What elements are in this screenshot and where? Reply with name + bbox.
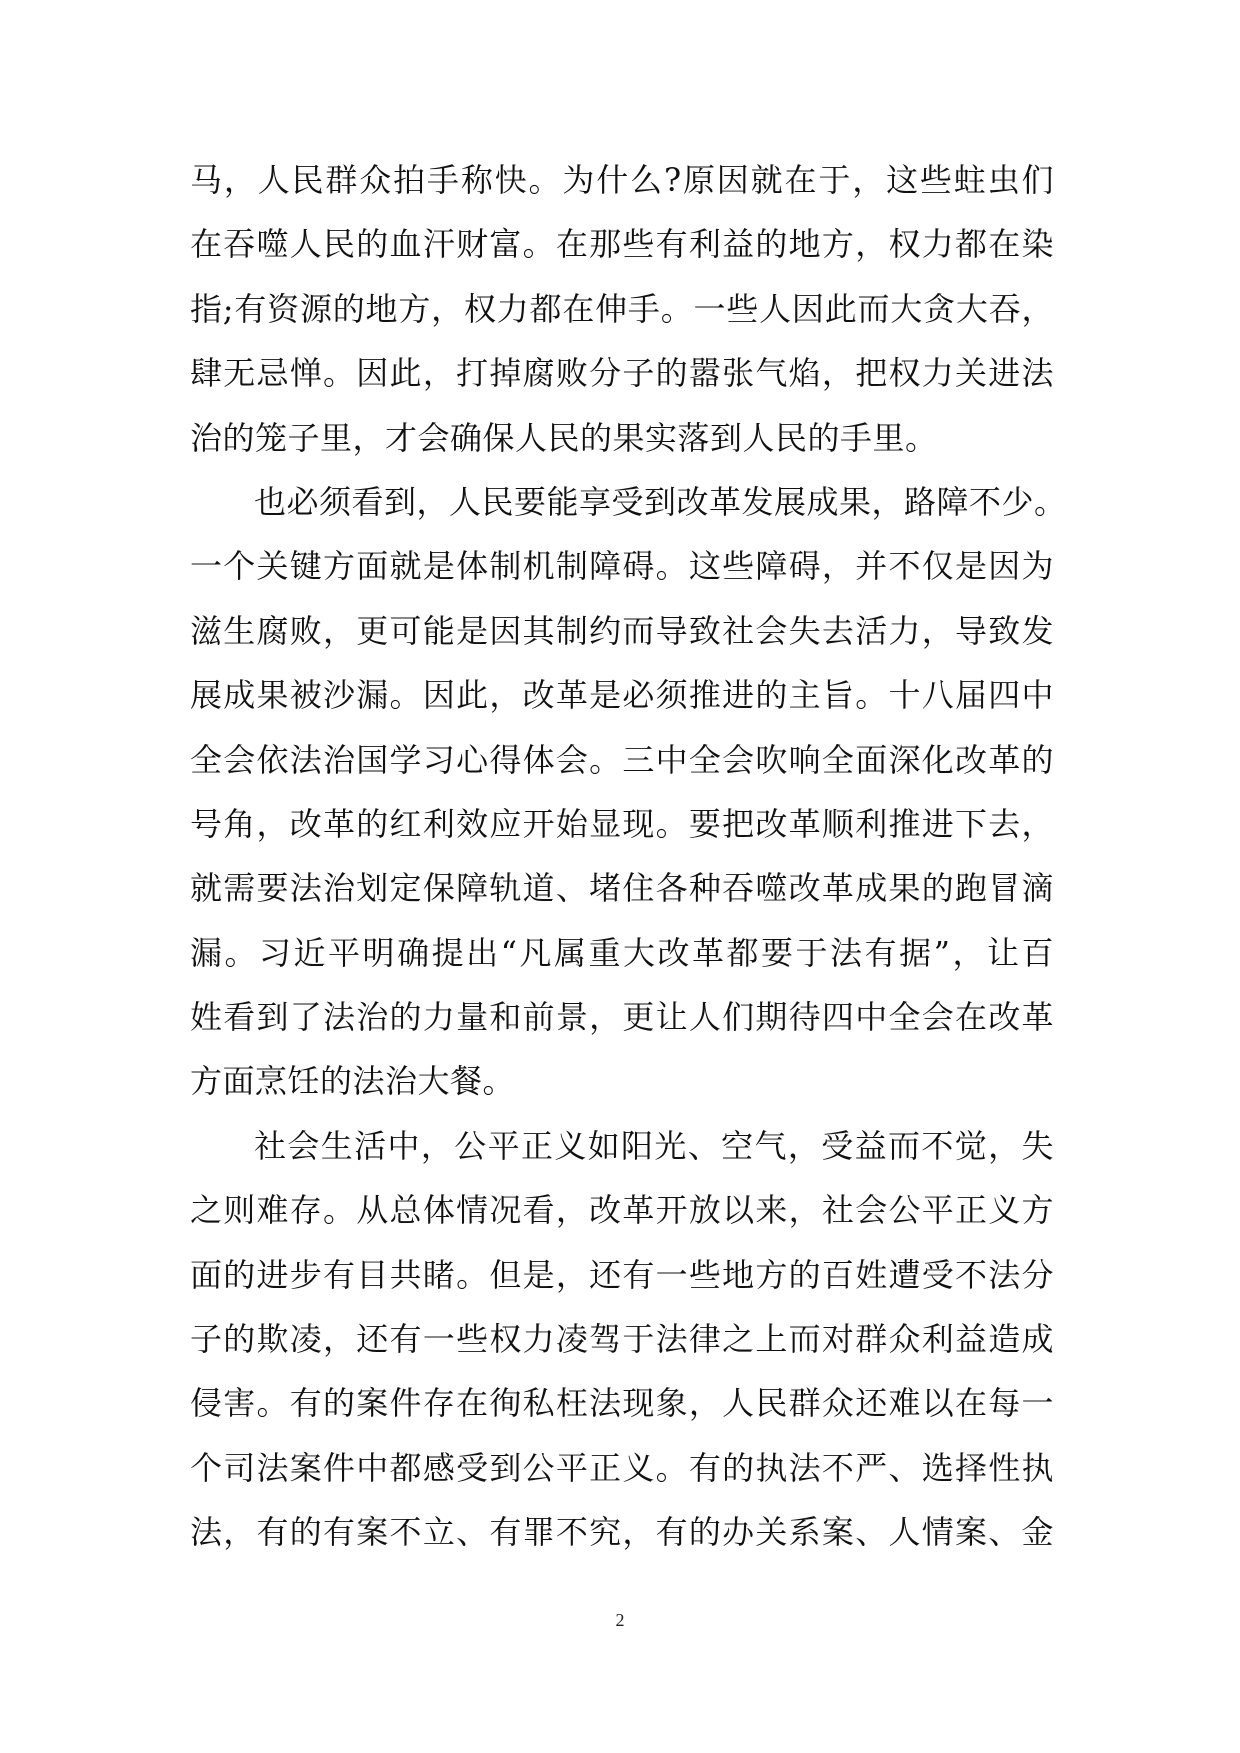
text-line: 子的欺凌，还有一些权力凌驾于法律之上而对群众利益造成: [190, 1320, 1054, 1359]
text-line: 漏。习近平明确提出“凡属重大改革都要于法有据”，让百: [190, 933, 1054, 972]
page-number: 2: [615, 1610, 625, 1630]
text-line: 个司法案件中都感受到公平正义。有的执法不严、选择性执: [190, 1448, 1054, 1487]
text-line: 指;有资源的地方，权力都在伸手。一些人因此而大贪大吞，: [190, 289, 1054, 328]
text-line: 在吞噬人民的血汗财富。在那些有利益的地方，权力都在染: [190, 225, 1054, 264]
text-line: 滋生腐败，更可能是因其制约而导致社会失去活力，导致发: [190, 611, 1054, 650]
text-line: 姓看到了法治的力量和前景，更让人们期待四中全会在改革: [190, 998, 1054, 1037]
text-line: 法，有的有案不立、有罪不究，有的办关系案、人情案、金: [190, 1513, 1054, 1552]
text-line: 全会依法治国学习心得体会。三中全会吹响全面深化改革的: [190, 740, 1054, 779]
text-line: 也必须看到，人民要能享受到改革发展成果，路障不少。: [254, 482, 1067, 521]
text-line: 展成果被沙漏。因此，改革是必须推进的主旨。十八届四中: [190, 676, 1054, 715]
text-line: 社会生活中，公平正义如阳光、空气，受益而不觉，失: [254, 1126, 1054, 1165]
text-line: 之则难存。从总体情况看，改革开放以来，社会公平正义方: [190, 1191, 1054, 1230]
text-line: 肆无忌惮。因此，打掉腐败分子的嚣张气焰，把权力关进法: [190, 354, 1054, 393]
text-line: 侵害。有的案件存在徇私枉法现象，人民群众还难以在每一: [190, 1384, 1054, 1423]
text-line: 治的笼子里，才会确保人民的果实落到人民的手里。: [190, 418, 938, 457]
text-line: 一个关键方面就是体制机制障碍。这些障碍，并不仅是因为: [190, 547, 1054, 586]
text-line: 马，人民群众拍手称快。为什么?原因就在于，这些蛀虫们: [190, 161, 1054, 199]
text-line: 号角，改革的红利效应开始显现。要把改革顺利推进下去，: [190, 804, 1054, 843]
body-text: [190, 148, 1067, 1565]
text-line: 就需要法治划定保障轨道、堵住各种吞噬改革成果的跑冒滴: [190, 869, 1054, 908]
text-line: 面的进步有目共睹。但是，还有一些地方的百姓遭受不法分: [190, 1255, 1054, 1294]
text-line: 方面烹饪的法治大餐。: [190, 1062, 516, 1101]
